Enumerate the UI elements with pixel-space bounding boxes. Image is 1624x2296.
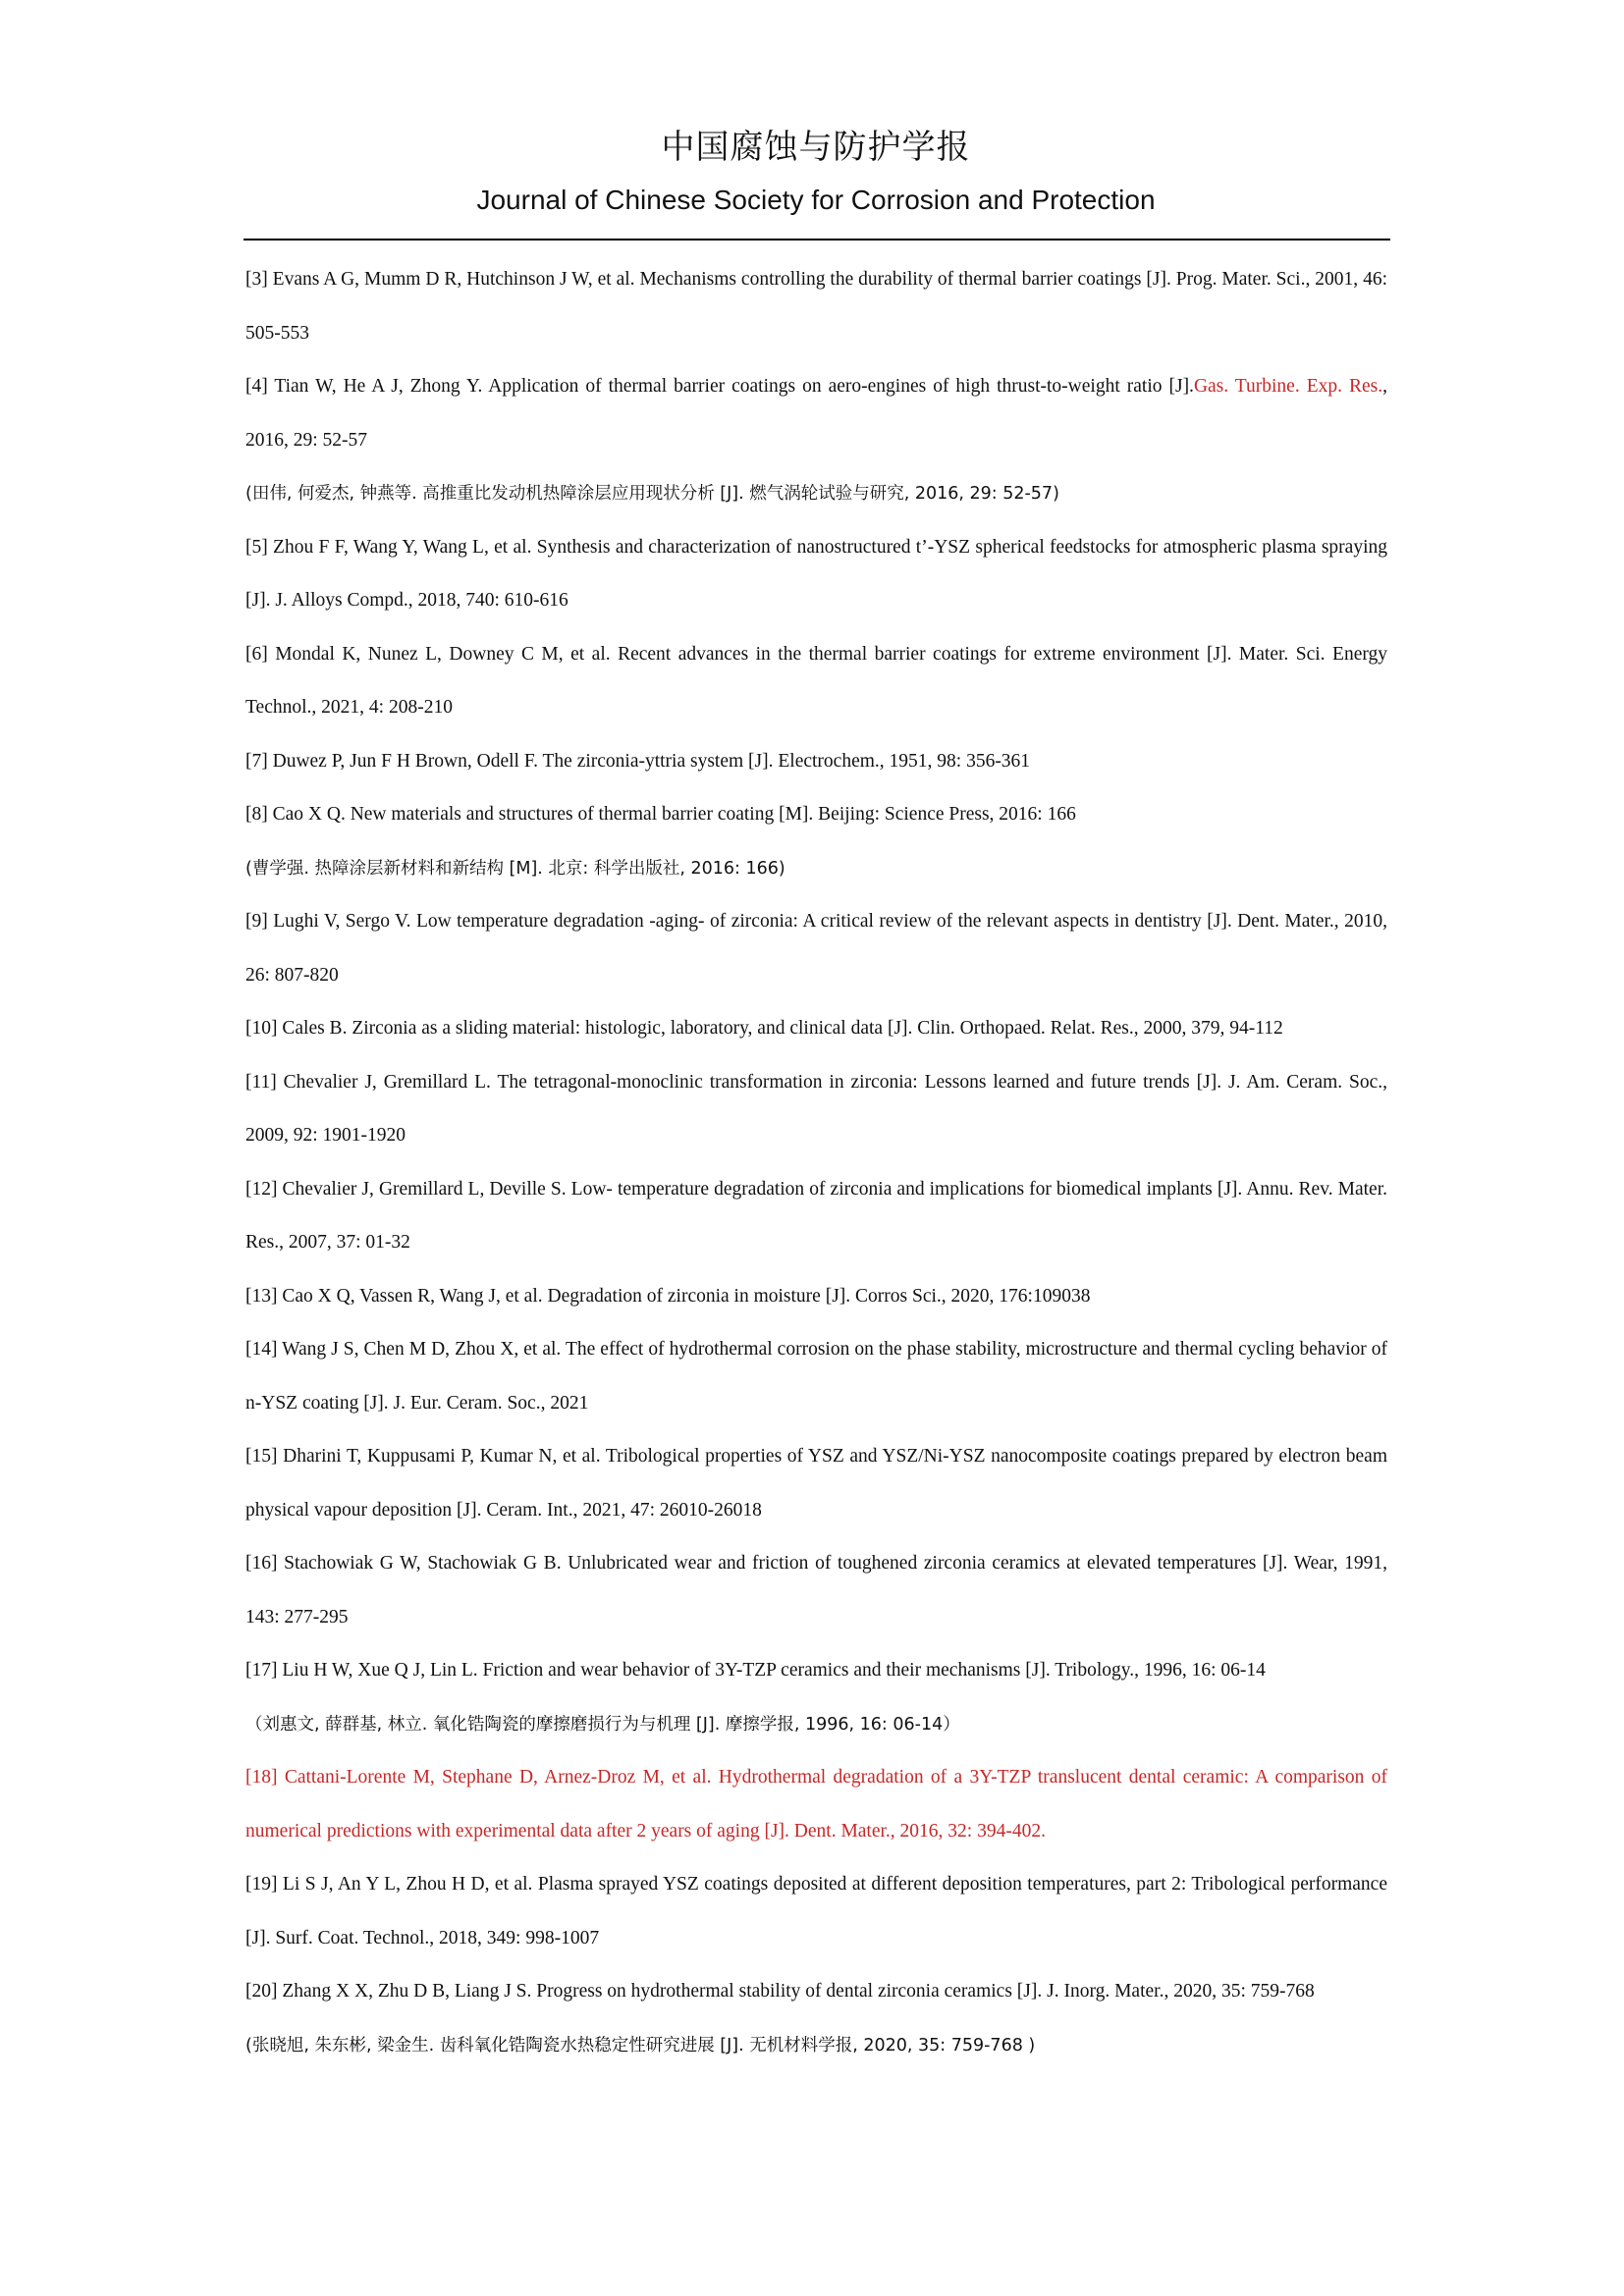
reference-3: [3] Evans A G, Mumm D R, Hutchinson J W, et al. Mechanisms controlling the durability of thermal barrier coatings [J]. Prog. Mater. Sci., 2001, 46: 505-553 bbox=[245, 269, 1387, 344]
reference-14: [14] Wang J S, Chen M D, Zhou X, et al. The effect of hydrothermal corrosion on the phase stability, microstructure and thermal cycling behavior of n-YSZ coating [J]. J. Eur. Ceram. Soc., 2021 bbox=[245, 1339, 1387, 1414]
reference-20-cn bbox=[245, 2019, 1387, 2073]
reference-6: [6] Mondal K, Nunez L, Downey C M, et al. Recent advances in the thermal barrier coatings for extreme environment [J]. Mater. Sci. Energy Technol., 2021, 4: 208-210 bbox=[245, 643, 1387, 718]
reference-4 bbox=[245, 360, 1387, 467]
reference-4-cn bbox=[245, 467, 1387, 521]
reference-4-cn-text: (田伟, 何爱杰, 钟燕等. 高推重比发动机热障涂层应用现状分析 [J]. 燃气涡轮试验与研究, 2016, 29: 52-57) bbox=[245, 484, 1059, 504]
reference-20: [20] Zhang X X, Zhu D B, Liang J S. Progress on hydrothermal stability of dental zirconia ceramics [J]. J. Inorg. Mater., 2020, 35: 759-768 bbox=[245, 1981, 1315, 2002]
header-rule bbox=[244, 239, 1390, 240]
reference-5: [5] Zhou F F, Wang Y, Wang L, et al. Synthesis and characterization of nanostructured t’-YSZ spherical feedstocks for atmospheric plasma spraying [J]. J. Alloys Compd., 2018, 740: 610-616 bbox=[245, 536, 1387, 611]
reference-8: [8] Cao X Q. New materials and structures of thermal barrier coating [M]. Beijing: Science Press, 2016: 166 bbox=[245, 804, 1076, 825]
reference-4-tail: , 2016, 29: 52-57 bbox=[245, 376, 1387, 451]
reference-list bbox=[245, 253, 1387, 2072]
reference-17: [17] Liu H W, Xue Q J, Lin L. Friction and wear behavior of 3Y-TZP ceramics and their mechanisms [J]. Tribology., 1996, 16: 06-14 bbox=[245, 1660, 1266, 1681]
reference-7: [7] Duwez P, Jun F H Brown, Odell F. The zirconia-yttria system [J]. Electrochem., 1951, 98: 356-361 bbox=[245, 750, 1031, 772]
reference-11: [11] Chevalier J, Gremillard L. The tetragonal-monoclinic transformation in zirconia: Lessons learned and future trends [J]. J. Am. Ceram. Soc., 2009, 92: 1901-1920 bbox=[245, 1071, 1387, 1146]
reference-10: [10] Cales B. Zirconia as a sliding material: histologic, laboratory, and clinical data [J]. Clin. Orthopaed. Relat. Res., 2000, 379, 94-112 bbox=[245, 1018, 1283, 1039]
reference-12: [12] Chevalier J, Gremillard L, Deville S. Low- temperature degradation of zirconia and implications for biomedical implants [J]. Annu. Rev. Mater. Res., 2007, 37: 01-32 bbox=[245, 1178, 1387, 1253]
reference-8-cn-text: (曹学强. 热障涂层新材料和新结构 [M]. 北京: 科学出版社, 2016: 166) bbox=[245, 858, 785, 879]
reference-17-cn bbox=[245, 1698, 1387, 1752]
reference-18-highlight: [18] Cattani-Lorente M, Stephane D, Arnez-Droz M, et al. Hydrothermal degradation of a 3Y-TZP translucent dental ceramic: A comparison of numerical predictions with experimental data after 2 years of aging [J]. Dent. Mater., 2016, 32: 394-402. bbox=[245, 1767, 1387, 1842]
journal-title-cn: 中国腐蚀与防护学报 bbox=[661, 128, 971, 167]
reference-16: [16] Stachowiak G W, Stachowiak G B. Unlubricated wear and friction of toughened zirconia ceramics at elevated temperatures [J]. Wear, 1991, 143: 277-295 bbox=[245, 1553, 1387, 1628]
journal-title-en: Journal of Chinese Society for Corrosion and Protection bbox=[476, 185, 1156, 215]
reference-9: [9] Lughi V, Sergo V. Low temperature degradation -aging- of zirconia: A critical review of the relevant aspects in dentistry [J]. Dent. Mater., 2010, 26: 807-820 bbox=[245, 911, 1387, 986]
reference-4-text: [4] Tian W, He A J, Zhong Y. Application of thermal barrier coatings on aero-engines of high thrust-to-weight ratio [J]. bbox=[245, 376, 1194, 397]
reference-19: [19] Li S J, An Y L, Zhou H D, et al. Plasma sprayed YSZ coatings deposited at different deposition temperatures, part 2: Tribological performance [J]. Surf. Coat. Technol., 2018, 349: 998-1007 bbox=[245, 1874, 1387, 1949]
reference-15: [15] Dharini T, Kuppusami P, Kumar N, et al. Tribological properties of YSZ and YSZ/Ni-YSZ nanocomposite coatings prepared by electron beam physical vapour deposition [J]. Ceram. Int., 2021, 47: 26010-26018 bbox=[245, 1446, 1387, 1521]
reference-17-cn-text: （刘惠文, 薛群基, 林立. 氧化锆陶瓷的摩擦磨损行为与机理 [J]. 摩擦学报, 1996, 16: 06-14） bbox=[245, 1714, 960, 1735]
reference-4-journal-highlight: Gas. Turbine. Exp. Res. bbox=[1193, 376, 1383, 397]
reference-13: [13] Cao X Q, Vassen R, Wang J, et al. Degradation of zirconia in moisture [J]. Corros Sci., 2020, 176:109038 bbox=[245, 1285, 1091, 1307]
reference-8-cn bbox=[245, 842, 1387, 896]
masthead bbox=[244, 126, 1388, 218]
reference-20-cn-text: (张晓旭, 朱东彬, 梁金生. 齿科氧化锆陶瓷水热稳定性研究进展 [J]. 无机材料学报, 2020, 35: 759-768 ) bbox=[245, 2035, 1036, 2056]
